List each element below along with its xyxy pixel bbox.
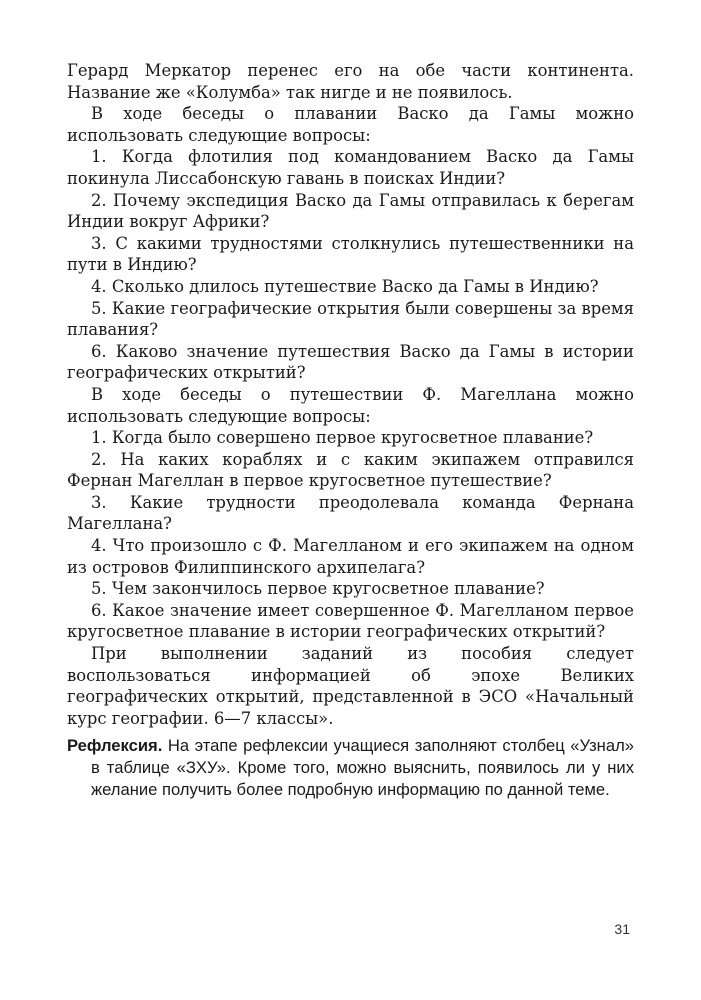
question-vasco-6: 6. Каково значение путешествия Васко да Гамы в истории географических открытий? [67, 341, 634, 383]
question-vasco-3: 3. С какими трудностями столкнулись путешественники на пути в Индию? [67, 233, 634, 275]
paragraph-eso: При выполнении заданий из пособия следует воспользоваться информацией об эпохе Великих географических открытий, представленной в ЭСО «Начальный курс географии. 6—7 классы». [67, 644, 634, 728]
reflection-section [67, 735, 634, 800]
question-magellan-3: 3. Какие трудности преодолевала команда Фернана Магеллана? [67, 492, 634, 534]
reflection-text: На этапе рефлексии учащиеся заполняют столбец «Узнал» в таблице «ЗХУ». Кроме того, можно выяснить, появилось ли у них желание получить более подробную информацию по данной теме. [91, 736, 634, 799]
reflection-term: Рефлексия. [67, 736, 163, 756]
question-magellan-1: 1. Когда было совершено первое кругосветное плавание? [91, 428, 594, 448]
question-vasco-5: 5. Какие географические открытия были совершены за время плавания? [67, 298, 634, 340]
question-vasco-4: 4. Сколько длилось путешествие Васко да Гамы в Индию? [91, 276, 599, 296]
page-number: 31 [614, 921, 630, 937]
question-vasco-1: 1. Когда флотилия под командованием Васко да Гамы покинула Лиссабонскую гавань в поисках Индии? [67, 147, 634, 188]
paragraph-intro-magellan: В ходе беседы о путешествии Ф. Магеллана можно использовать следующие вопросы: [67, 384, 634, 426]
question-vasco-2: 2. Почему экспедиция Васко да Гамы отправилась к берегам Индии вокруг Африки? [67, 190, 634, 232]
question-magellan-2: 2. На каких кораблях и с каким экипажем отправился Фернан Магеллан в первое кругосветное путешествие? [67, 449, 634, 491]
question-magellan-6: 6. Какое значение имеет совершенное Ф. Магелланом первое кругосветное плавание в истории географических открытий? [67, 600, 634, 642]
paragraph-continuation: Герард Меркатор перенес его на обе части континента. Название же «Колумба» так нигде и не появилось. [67, 61, 634, 102]
question-magellan-5: 5. Чем закончилось первое кругосветное плавание? [91, 579, 545, 599]
question-magellan-4: 4. Что произошло с Ф. Магелланом и его экипажем на одном из островов Филиппинского архипелага? [67, 536, 634, 577]
paragraph-intro-vasco: В ходе беседы о плавании Васко да Гамы можно использовать следующие вопросы: [67, 104, 634, 145]
page-content [67, 60, 634, 801]
body-text [67, 60, 634, 729]
